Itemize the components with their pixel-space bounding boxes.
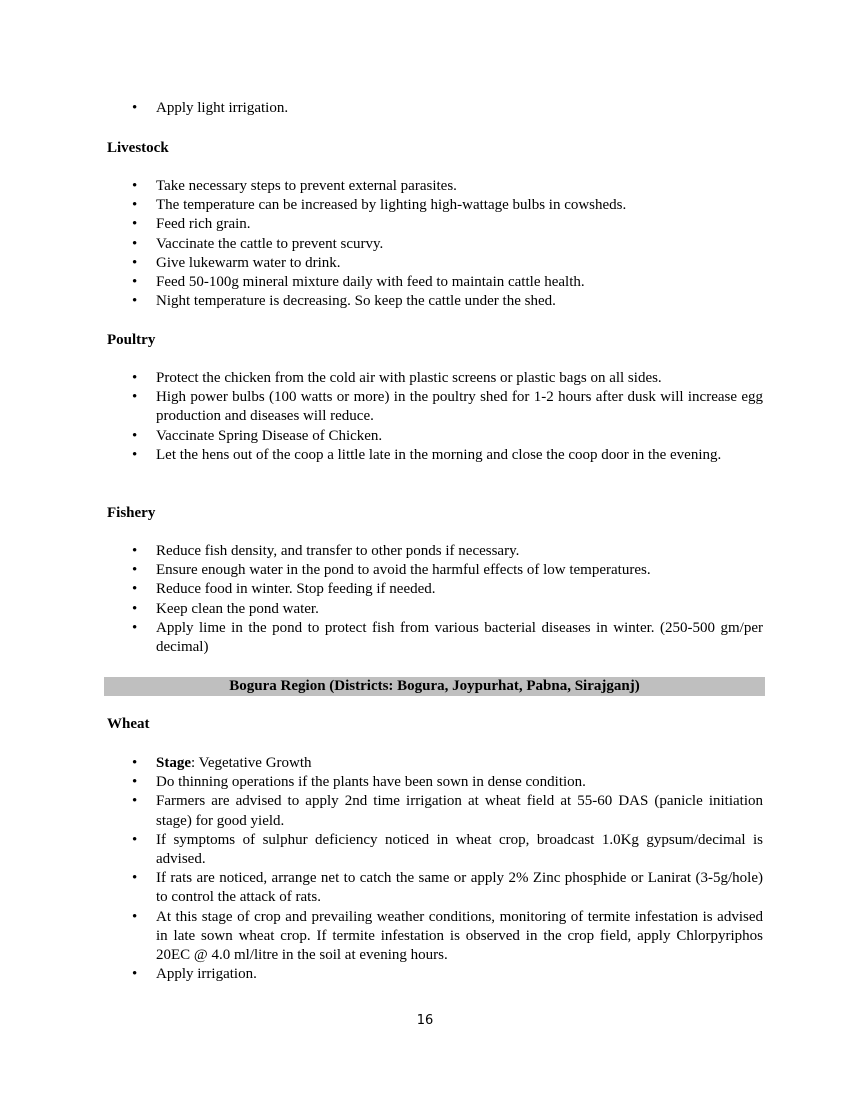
list-item: • At this stage of crop and prevailing weather conditions, monitoring of termite infestation is advised in late sown wheat crop. If termite infestation is observed in the crop field, apply Chlorpyriphos 20EC @ 4.0 ml/litre in the soil at evening hours.: [132, 908, 763, 966]
wheat-list: [132, 754, 763, 984]
stage-label: Stage: [156, 755, 191, 771]
stage-item: [132, 754, 763, 773]
wheat-heading: Wheat: [107, 716, 150, 732]
stage-value: : Vegetative Growth: [191, 755, 312, 771]
list-item: • If symptoms of sulphur deficiency noticed in wheat crop, broadcast 1.0Kg gypsum/decimal is advised.: [132, 831, 763, 869]
region-banner: Bogura Region (Districts: Bogura, Joypurhat, Pabna, Sirajganj): [104, 677, 765, 696]
list-item: • Vaccinate the cattle to prevent scurvy.: [132, 235, 763, 254]
list-item: • Apply light irrigation.: [132, 99, 763, 118]
poultry-heading: Poultry: [107, 332, 156, 348]
list-item: • Farmers are advised to apply 2nd time irrigation at wheat field at 55-60 DAS (panicle initiation stage) for good yield.: [132, 792, 763, 830]
fishery-list: [132, 542, 763, 657]
list-item: • The temperature can be increased by lighting high-wattage bulbs in cowsheds.: [132, 196, 763, 215]
livestock-heading: Livestock: [107, 140, 169, 156]
list-item: • Reduce fish density, and transfer to other ponds if necessary.: [132, 542, 763, 561]
list-item: • Give lukewarm water to drink.: [132, 254, 763, 273]
list-item: • Take necessary steps to prevent external parasites.: [132, 177, 763, 196]
irrigation-list: [132, 99, 763, 118]
livestock-list: [132, 177, 763, 311]
list-item: • Reduce food in winter. Stop feeding if needed.: [132, 580, 763, 599]
list-item: • Feed 50-100g mineral mixture daily with feed to maintain cattle health.: [132, 273, 763, 292]
list-item: • Night temperature is decreasing. So keep the cattle under the shed.: [132, 292, 763, 311]
list-item: • High power bulbs (100 watts or more) in the poultry shed for 1-2 hours after dusk will increase egg production and diseases will reduce.: [132, 388, 763, 426]
page-number: 16: [416, 1013, 434, 1028]
poultry-list: [132, 369, 763, 465]
list-item: • If rats are noticed, arrange net to catch the same or apply 2% Zinc phosphide or Lanirat (3-5g/hole) to control the attack of rats.: [132, 869, 763, 907]
list-item: • Apply lime in the pond to protect fish from various bacterial diseases in winter. (250-500 gm/per decimal): [132, 619, 763, 657]
list-item: • Ensure enough water in the pond to avoid the harmful effects of low temperatures.: [132, 561, 763, 580]
list-item: • Apply irrigation.: [132, 965, 763, 984]
list-item: • Do thinning operations if the plants have been sown in dense condition.: [132, 773, 763, 792]
list-item: • Feed rich grain.: [132, 215, 763, 234]
list-item: • Vaccinate Spring Disease of Chicken.: [132, 427, 763, 446]
list-item: • Let the hens out of the coop a little late in the morning and close the coop door in the evening.: [132, 446, 763, 465]
list-item: • Protect the chicken from the cold air with plastic screens or plastic bags on all sides.: [132, 369, 763, 388]
fishery-heading: Fishery: [107, 505, 156, 521]
list-item: • Keep clean the pond water.: [132, 600, 763, 619]
